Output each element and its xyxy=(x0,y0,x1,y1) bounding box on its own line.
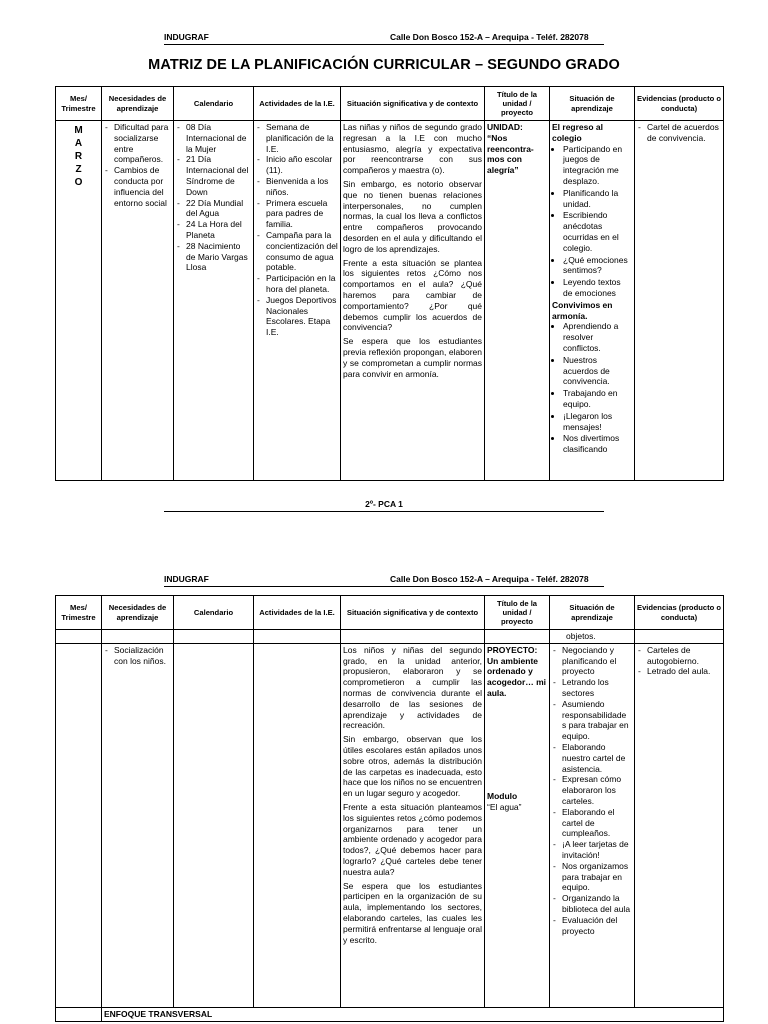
list-item: - ¡A leer tarjetas de invitación! xyxy=(562,839,632,861)
learning-heading: El regreso al colegio xyxy=(552,122,604,143)
list-item: - Organizando la biblioteca del aula xyxy=(562,893,632,915)
col-header: Evidencias (producto o conducta) xyxy=(635,87,724,121)
learning-heading: Convivimos en armonía. xyxy=(552,299,613,321)
col-header: Situación de aprendizaje xyxy=(550,596,635,630)
page-header xyxy=(164,574,604,587)
paragraph: Los niños y niñas del segundo grado, en la unidad anterior, propusieron, elaboraron y se comprometieron a cumplir las normas de convivencia durante el desarrollo de las sesiones de aprendizaje y actividades de recreación. xyxy=(343,644,482,731)
col-header: Calendario xyxy=(174,596,254,630)
list-item: • Aprendiendo a resolver conflictos. xyxy=(563,321,632,353)
list-item: - Negociando y planificando el proyecto xyxy=(562,645,632,677)
table-row xyxy=(56,121,724,481)
needs-cell xyxy=(102,643,174,1007)
col-header: Calendario xyxy=(174,87,254,121)
list-item: - Elaborando nuestro cartel de asistencia. xyxy=(562,742,632,774)
calendar-cell xyxy=(174,121,254,481)
unit-title: “Nos reencontra-mos con alegría” xyxy=(487,132,534,176)
list-item: - 22 Día Mundial del Agua xyxy=(186,198,251,220)
list-item: - Letrado del aula. xyxy=(647,666,721,677)
situation-cell xyxy=(341,121,485,481)
list-item: - Socialización con los niños. xyxy=(114,645,171,667)
list-item: • Planificando la unidad. xyxy=(563,188,632,210)
col-header: Título de la unidad / proyecto xyxy=(485,596,550,630)
evidence-cell xyxy=(635,121,724,481)
evidence-cell xyxy=(635,643,724,1007)
paragraph: Frente a esta situación se plantea los siguientes retos ¿Cómo nos comportamos en el aula? ¿Qué haremos para cambiar de comportamiento? ¿Por qué debemos cumplir los acuerdos de convivencia? xyxy=(343,257,482,333)
list-item: • Leyendo textos de emociones xyxy=(563,277,632,299)
curriculum-table-continued xyxy=(55,595,724,1022)
col-header: Mes/ Trimestre xyxy=(56,87,102,121)
list-item: - Inicio año escolar (11). xyxy=(266,154,338,176)
list-item: - Elaborando el cartel de cumpleaños. xyxy=(562,807,632,839)
col-header: Necesidades de aprendizaje xyxy=(102,596,174,630)
unit-label: UNIDAD: xyxy=(487,122,523,132)
table-header-row xyxy=(56,87,724,121)
header-org: INDUGRAF xyxy=(164,574,209,584)
list-item: - Primera escuela para padres de familia. xyxy=(266,198,338,230)
activities-cell xyxy=(254,643,341,1007)
paragraph: Se espera que los estudiantes previa reflexión propongan, elaboren y se comprometan a cumplir normas para convivir en armonía. xyxy=(343,336,482,379)
document-title: MATRIZ DE LA PLANIFICACIÓN CURRICULAR – SEGUNDO GRADO xyxy=(148,57,620,73)
situation-cell xyxy=(341,643,485,1007)
list-item: - Cartel de acuerdos de convivencia. xyxy=(647,122,721,144)
list-item: • Trabajando en equipo. xyxy=(563,388,632,410)
table-header-row xyxy=(56,596,724,630)
list-item: - Dificultad para socializarse entre compañeros. xyxy=(114,122,171,165)
list-item: - Letrando los sectores xyxy=(562,677,632,699)
table-row xyxy=(56,1007,724,1021)
table-row xyxy=(56,630,724,644)
list-item: - Bienvenida a los niños. xyxy=(266,176,338,198)
list-item: - Cambios de conducta por influencia del entorno social xyxy=(114,165,171,208)
list-item: - Nos organizamos para trabajar en equipo. xyxy=(562,861,632,893)
page-footer: 2º- PCA 1 xyxy=(164,499,604,512)
list-item: - Participación en la hora del planeta. xyxy=(266,273,338,295)
list-item: • ¡Llegaron los mensajes! xyxy=(563,411,632,433)
list-item: - Semana de planificación de la I.E. xyxy=(266,122,338,154)
activities-cell xyxy=(254,121,341,481)
table-row xyxy=(56,643,724,1007)
list-item: - Campaña para la concientización del consumo de agua potable. xyxy=(266,230,338,273)
col-header: Situación significativa y de contexto xyxy=(341,87,485,121)
list-item: • Nos divertimos clasificando xyxy=(563,433,632,455)
col-header: Mes/ Trimestre xyxy=(56,596,102,630)
calendar-cell xyxy=(174,643,254,1007)
learning-cell xyxy=(550,121,635,481)
col-header: Actividades de la I.E. xyxy=(254,87,341,121)
list-item: - 21 Día Internacional del Síndrome de Down xyxy=(186,154,251,197)
paragraph: Sin embargo, es notorio observar que no tienen buenas relaciones interpersonales, no cumplen normas, la cual los lleva a conflictos entre compañeros provocando desorden en el aula y dificultando el logro de los aprendizajes. xyxy=(343,178,482,254)
paragraph: Sin embargo, observan que los útiles escolares están apilados unos sobre otros, además la distribución de las carpetas es inadecuada, esto hace que los niños no se encuentren en un lugar seguro y acogedor. xyxy=(343,734,482,799)
needs-cell xyxy=(102,121,174,481)
header-address: Calle Don Bosco 152-A – Arequipa - Teléf. 282078 xyxy=(390,574,589,584)
col-header: Necesidades de aprendizaje xyxy=(102,87,174,121)
list-item: - 08 Día Internacional de la Mujer xyxy=(186,122,251,154)
list-item: - Evaluación del proyecto xyxy=(562,915,632,937)
list-item: - Expresan cómo elaboraron los carteles. xyxy=(562,774,632,806)
col-header: Situación de aprendizaje xyxy=(550,87,635,121)
list-item: • Participando en juegos de integración me desplazo. xyxy=(563,144,632,187)
list-item: - 24 La Hora del Planeta xyxy=(186,219,251,241)
col-header: Evidencias (producto o conducta) xyxy=(635,596,724,630)
list-item: • ¿Qué emociones sentimos? xyxy=(563,255,632,277)
paragraph: Se espera que los estudiantes participen en la organización de su aula, implementando los sectores, elaborando carteles, las cuales les permitirá enfrentarse al lenguaje oral y escrito. xyxy=(343,880,482,945)
month-cell xyxy=(56,643,102,1007)
col-header: Situación significativa y de contexto xyxy=(341,596,485,630)
project-title: Un ambiente ordenado y acogedor… mi aula. xyxy=(487,655,547,698)
month-cell: M A R Z O xyxy=(56,121,102,481)
project-label: PROYECTO: xyxy=(487,644,538,655)
list-item: • Nuestros acuerdos de convivencia. xyxy=(563,355,632,387)
col-header: Actividades de la I.E. xyxy=(254,596,341,630)
list-item: - Asumiendo responsabilidade s para trabajar en equipo. xyxy=(562,699,632,742)
curriculum-table xyxy=(55,86,724,481)
header-address: Calle Don Bosco 152-A – Arequipa - Teléf. 282078 xyxy=(390,32,589,42)
module-title: “El agua” xyxy=(487,801,522,812)
page-header xyxy=(164,32,604,45)
paragraph: Las niñas y niños de segundo grado regresan a la I.E con mucho entusiasmo, alegría y expectativa por reencontrarse con sus compañeros y maestra (o). xyxy=(343,122,482,176)
unit-cell xyxy=(485,121,550,481)
list-item: - Carteles de autogobierno. xyxy=(647,645,721,667)
col-header: Título de la unidad / proyecto xyxy=(485,87,550,121)
transversal-heading: ENFOQUE TRANSVERSAL xyxy=(102,1007,724,1021)
list-item: - Juegos Deportivos Nacionales Escolares. Etapa I.E. xyxy=(266,295,338,338)
list-item: - 28 Nacimiento de Mario Vargas Llosa xyxy=(186,241,251,273)
paragraph: Frente a esta situación planteamos los siguientes retos ¿cómo podemos organizarnos para tener un ambiente ordenado y acogedor para todos?, ¿Qué debemos hacer para lograrlo? ¿Qué carteles debe tener nuestra aula? xyxy=(343,801,482,877)
continuation-text: objetos. xyxy=(550,630,635,644)
project-cell xyxy=(485,643,550,1007)
learning-cell xyxy=(550,643,635,1007)
header-org: INDUGRAF xyxy=(164,32,209,42)
module-label: Modulo xyxy=(487,790,518,801)
list-item: • Escribiendo anécdotas ocurridas en el colegio. xyxy=(563,210,632,253)
